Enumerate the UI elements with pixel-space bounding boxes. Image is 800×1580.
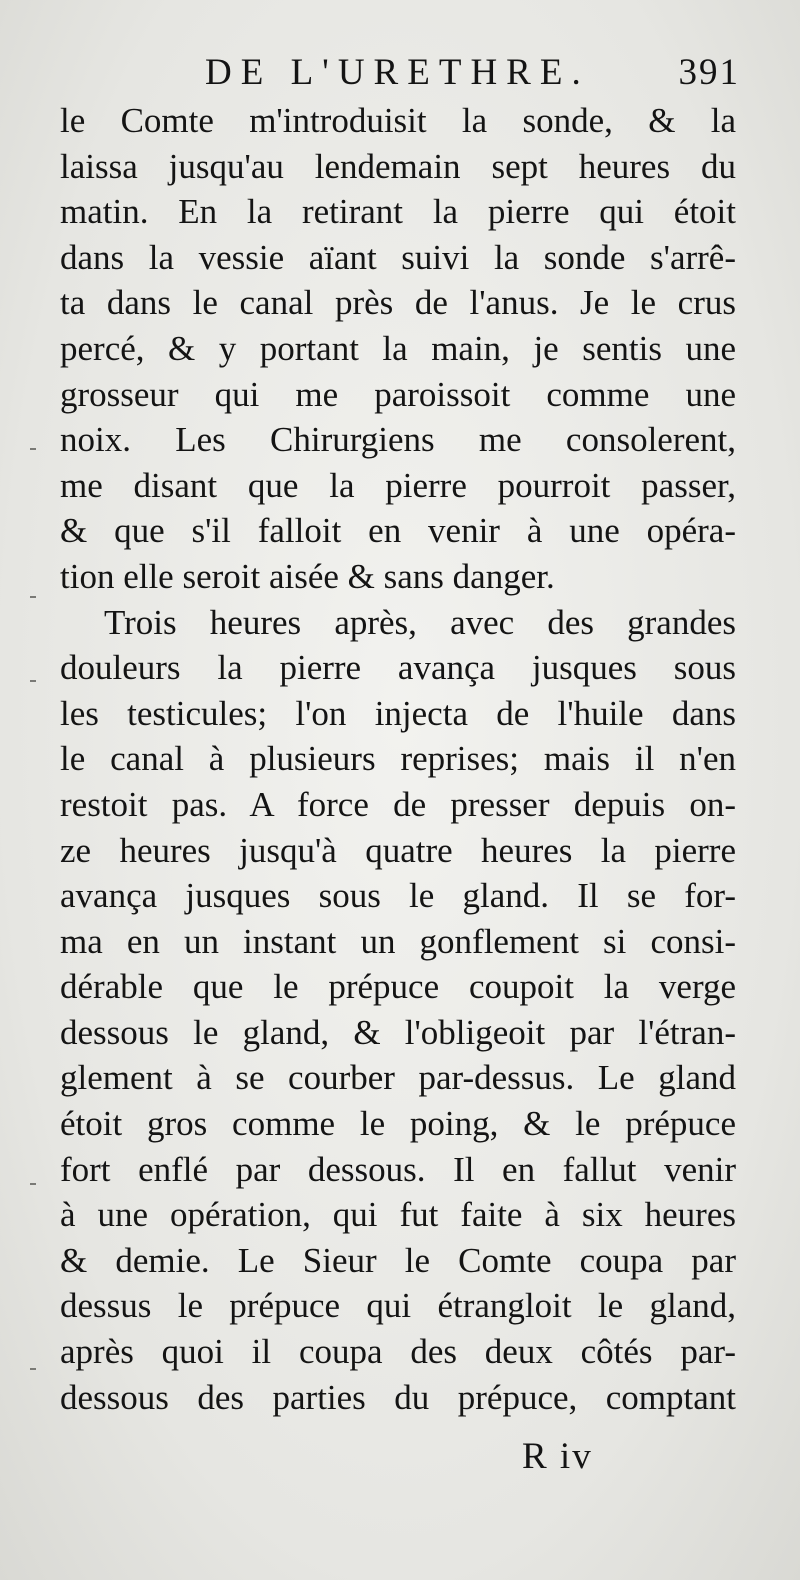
margin-speck — [30, 1368, 36, 1370]
text-line: dessus le prépuce qui étrangloit le gland, — [60, 1286, 736, 1326]
text-line: dessous des parties du prépuce, comptant — [60, 1377, 736, 1417]
text-line: glement à se courber par-dessus. Le gland — [60, 1058, 736, 1098]
margin-speck — [30, 680, 36, 682]
text-line: me disant que la pierre pourroit passer, — [60, 465, 736, 505]
text-line: dessous le gland, & l'obligeoit par l'étran- — [60, 1012, 736, 1052]
text-line: après quoi il coupa des deux côtés par- — [60, 1332, 736, 1372]
text-line: restoit pas. A force de presser depuis on- — [60, 784, 736, 824]
text-line: noix. Les Chirurgiens me consolerent, — [60, 420, 736, 460]
text-line: percé, & y portant la main, je sentis une — [60, 328, 736, 368]
margin-speck — [30, 448, 36, 450]
running-head-title: DE L'URETHRE. — [205, 52, 590, 93]
text-line: fort enflé par dessous. Il en fallut venir — [60, 1149, 736, 1189]
text-line: matin. En la retirant la pierre qui étoit — [60, 192, 736, 232]
text-line: le canal à plusieurs reprises; mais il n'en — [60, 739, 736, 779]
text-line: les testicules; l'on injecta de l'huile dans — [60, 693, 736, 733]
text-line: grosseur qui me paroissoit comme une — [60, 374, 736, 414]
text-line: à une opération, qui fut faite à six heures — [60, 1195, 736, 1235]
text-line: laissa jusqu'au lendemain sept heures du — [60, 146, 736, 186]
running-head — [60, 48, 740, 98]
text-line: tion elle seroit aisée & sans danger. — [60, 556, 555, 596]
signature-mark: R iv — [522, 1436, 593, 1477]
body-text — [60, 98, 736, 1420]
text-line: dans la vessie aïant suivi la sonde s'arrê- — [60, 237, 736, 277]
text-line: ze heures jusqu'à quatre heures la pierre — [60, 830, 736, 870]
text-line: étoit gros comme le poing, & le prépuce — [60, 1104, 736, 1144]
text-line-paragraph-start: Trois heures après, avec des grandes — [104, 602, 736, 642]
margin-speck — [30, 1183, 36, 1185]
text-line: douleurs la pierre avança jusques sous — [60, 648, 736, 688]
margin-speck — [30, 596, 36, 598]
text-line: & demie. Le Sieur le Comte coupa par — [60, 1240, 736, 1280]
text-line: ma en un instant un gonflement si consi- — [60, 921, 736, 961]
text-line: le Comte m'introduisit la sonde, & la — [60, 101, 736, 140]
text-line: ta dans le canal près de l'anus. Je le crus — [60, 283, 736, 323]
text-line: dérable que le prépuce coupoit la verge — [60, 967, 736, 1007]
text-line: & que s'il falloit en venir à une opéra- — [60, 511, 736, 551]
page-number: 391 — [678, 52, 740, 93]
text-line: avança jusques sous le gland. Il se for- — [60, 876, 736, 916]
